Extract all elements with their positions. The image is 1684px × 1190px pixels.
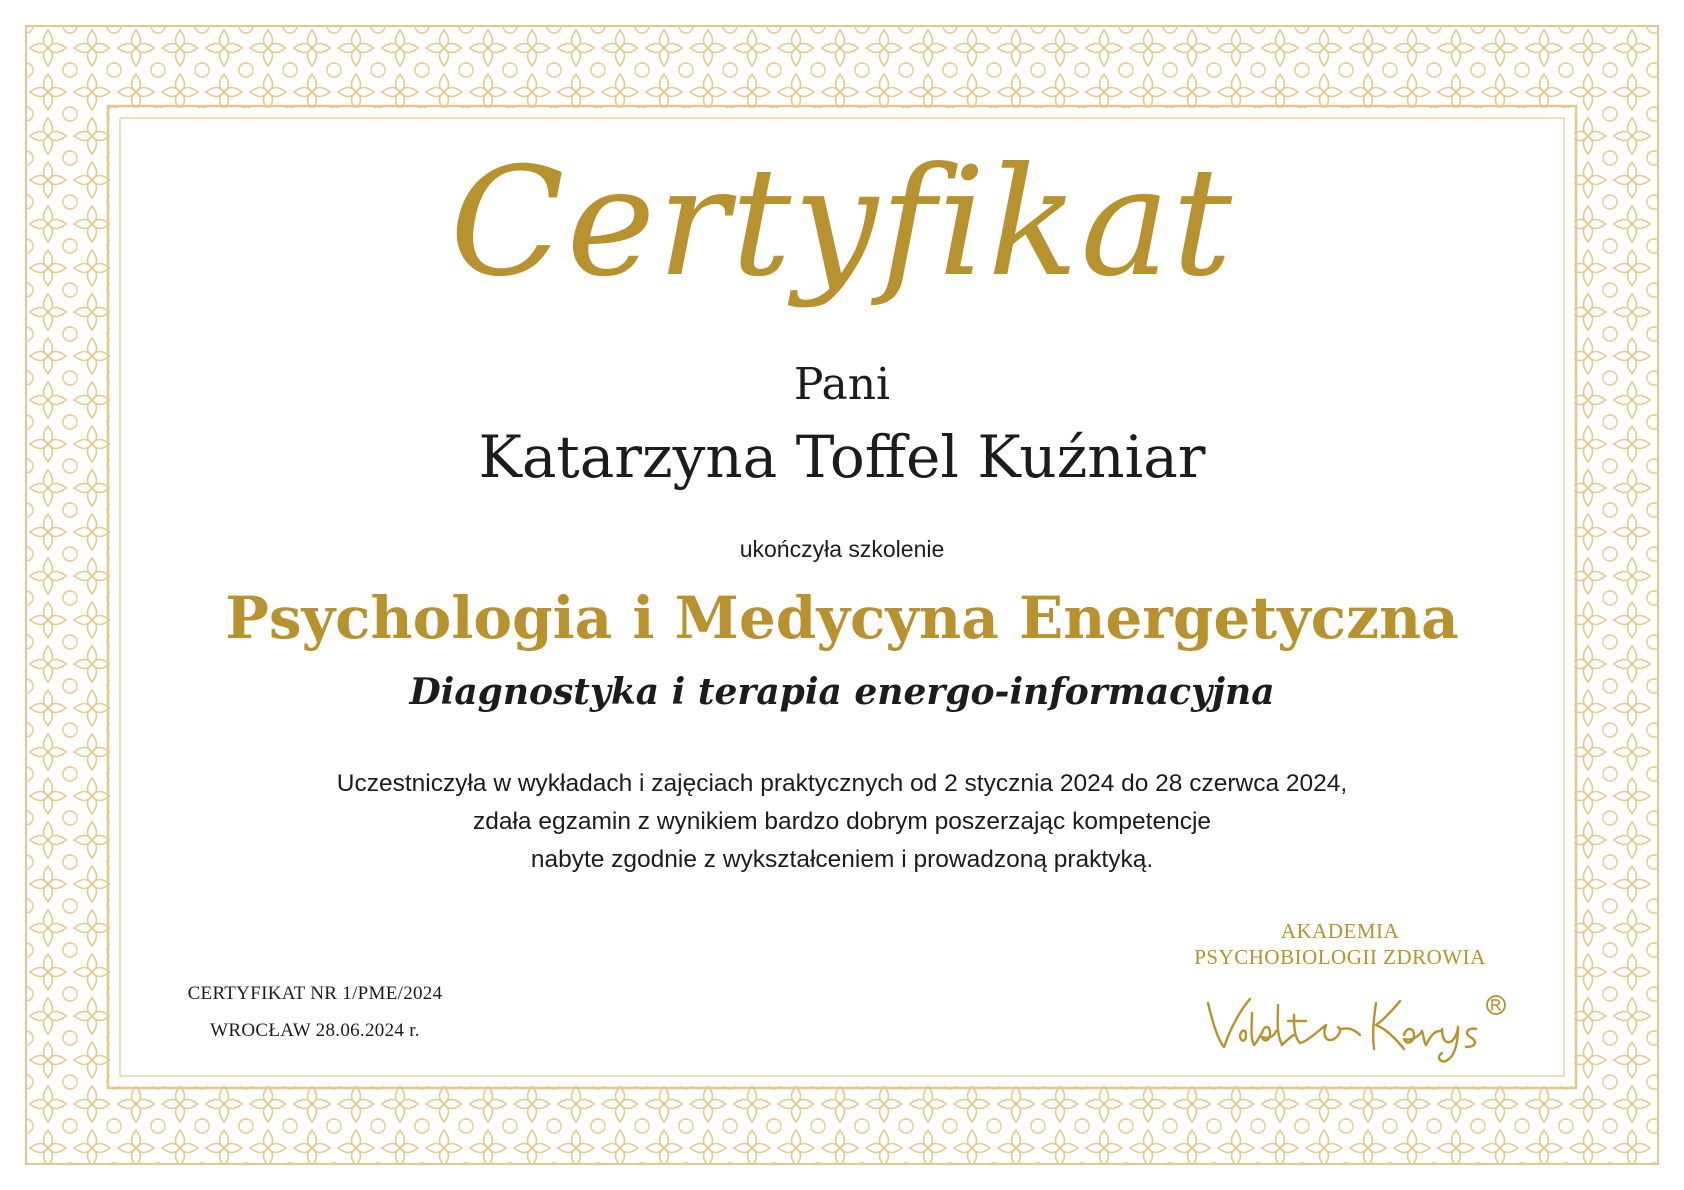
certificate-title: Certyfikat [449, 136, 1235, 310]
description-block [0, 765, 1684, 879]
certificate-number: CERTYFIKAT NR 1/PME/2024 [187, 983, 443, 1004]
course-subtitle: Diagnostyka i terapia energo-informacyjna [409, 671, 1275, 713]
course-title: Psychologia i Medycyna Energetyczna [225, 584, 1459, 652]
description-line: nabyte zgodnie z wykształceniem i prowadzoną praktyką. [530, 846, 1154, 873]
place-date: WROCŁAW 28.06.2024 r. [210, 1020, 420, 1041]
issuer-line-2: PSYCHOBIOLOGII ZDROWIA [1194, 945, 1486, 969]
issuer-line-1: AKADEMIA [1280, 919, 1400, 943]
issuer-name [1160, 918, 1520, 970]
certificate-meta [150, 975, 480, 1049]
description-line: zdała egzamin z wynikiem bardzo dobrym poszerzając kompetencje [472, 808, 1212, 835]
completed-text: ukończyła szkolenie [739, 536, 945, 562]
recipient-name: Katarzyna Toffel Kuźniar [478, 423, 1206, 491]
description-line: Uczestniczyła w wykładach i zajęciach praktycznych od 2 stycznia 2024 do 28 czerwca 2024, [336, 770, 1348, 797]
signature-logo [1190, 985, 1520, 1065]
salutation: Pani [793, 359, 891, 410]
